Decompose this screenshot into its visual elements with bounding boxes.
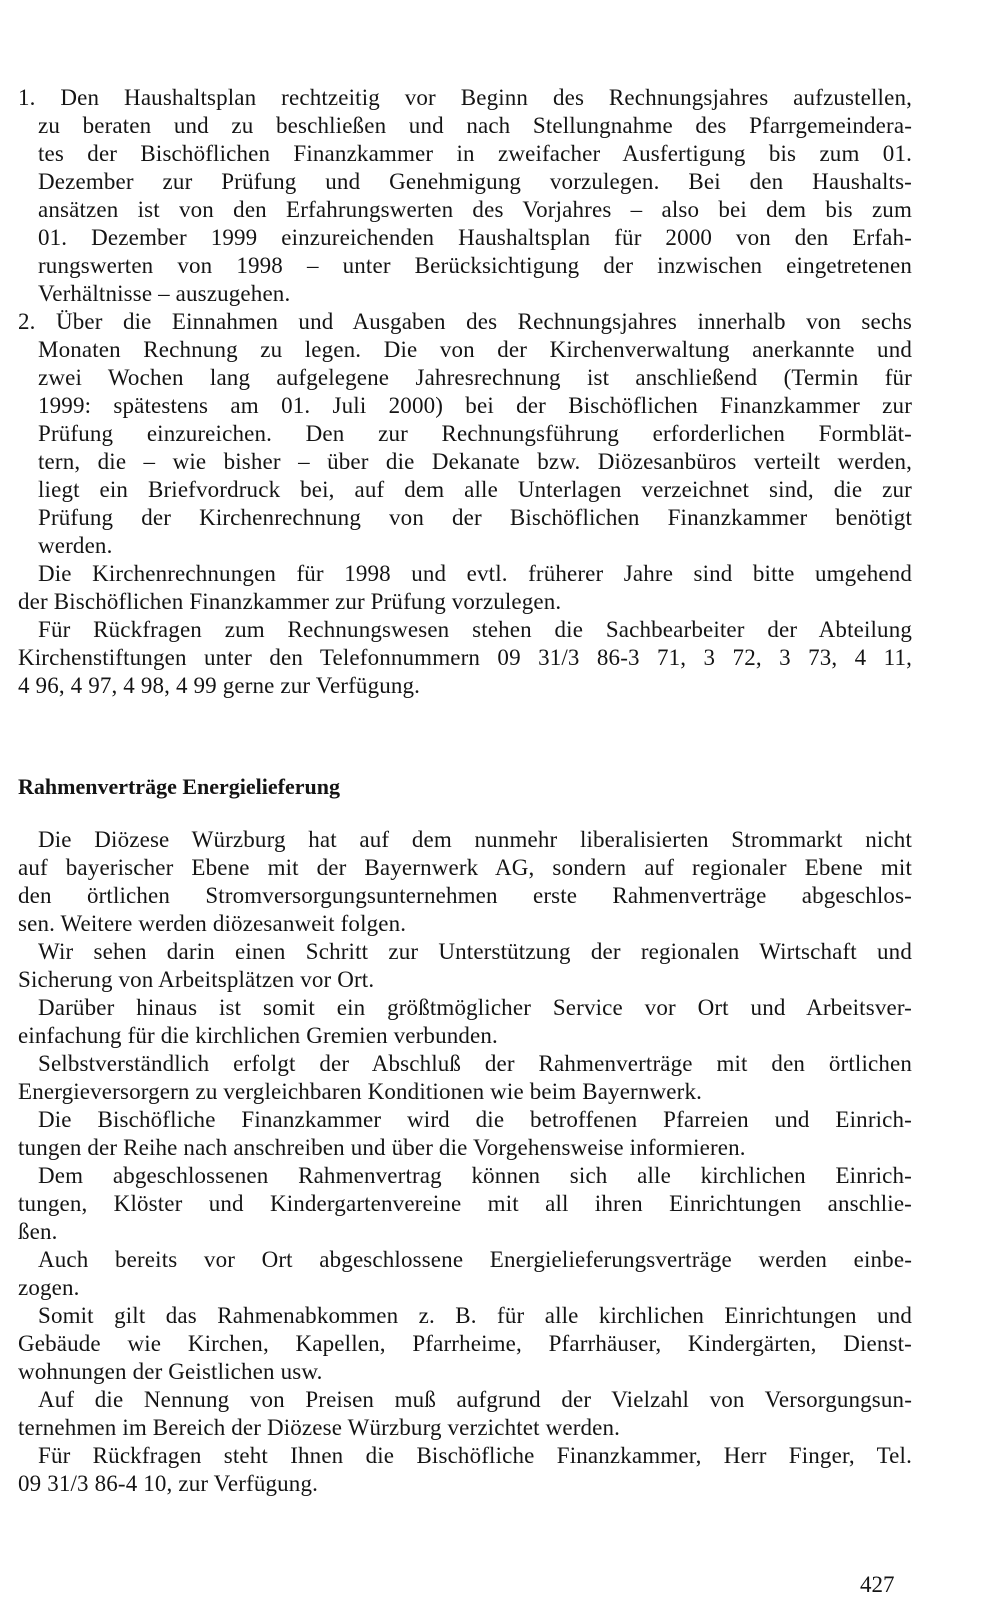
text-line: werden. <box>38 533 113 558</box>
text-line: Auf die Nennung von Preisen muß aufgrund der Vielzahl von Versorgungsun- <box>38 1387 912 1412</box>
text-line: auf bayerischer Ebene mit der Bayernwerk AG, sondern auf regionaler Ebene mit <box>18 855 912 880</box>
text-line: Dezember zur Prüfung und Genehmigung vorzulegen. Bei den Haushalts- <box>38 169 912 194</box>
text-line: Prüfung der Kirchenrechnung von der Bischöflichen Finanzkammer benötigt <box>38 505 912 530</box>
text-line: Verhältnisse – auszugehen. <box>38 281 291 306</box>
text-line: den örtlichen Stromversorgungsunternehmen erste Rahmenverträge abgeschlos- <box>18 883 912 908</box>
text-line: Kirchenstiftungen unter den Telefonnummern 09 31/3 86-3 71, 3 72, 3 73, 4 11, <box>18 645 912 670</box>
text-line: liegt ein Briefvordruck bei, auf dem alle Unterlagen verzeichnet sind, die zur <box>38 477 912 502</box>
text-line: einfachung für die kirchlichen Gremien verbunden. <box>18 1023 498 1048</box>
text-line: zwei Wochen lang aufgelegene Jahresrechnung ist anschließend (Termin für <box>38 365 912 390</box>
text-line: 1999: spätestens am 01. Juli 2000) bei der Bischöflichen Finanzkammer zur <box>38 393 912 418</box>
text-line: rungswerten von 1998 – unter Berücksichtigung der inzwischen eingetretenen <box>38 253 912 278</box>
text-line: zogen. <box>18 1275 80 1300</box>
text-line: Für Rückfragen steht Ihnen die Bischöfliche Finanzkammer, Herr Finger, Tel. <box>38 1443 912 1468</box>
text-line: ternehmen im Bereich der Diözese Würzburg verzichtet werden. <box>18 1415 621 1440</box>
text-line: 2. Über die Einnahmen und Ausgaben des Rechnungsjahres innerhalb von sechs <box>18 309 912 334</box>
text-line: 1. Den Haushaltsplan rechtzeitig vor Beginn des Rechnungsjahres aufzustellen, <box>18 85 912 110</box>
section-heading: Rahmenverträge Energielieferung <box>18 774 340 799</box>
text-line: Auch bereits vor Ort abgeschlossene Energielieferungsverträge werden einbe- <box>38 1247 912 1272</box>
text-line: tes der Bischöflichen Finanzkammer in zweifacher Ausfertigung bis zum 01. <box>38 141 912 166</box>
text-line: Die Bischöfliche Finanzkammer wird die betroffenen Pfarreien und Einrich- <box>38 1107 912 1132</box>
page-number: 427 <box>860 1572 895 1597</box>
text-line: 01. Dezember 1999 einzureichenden Haushaltsplan für 2000 von den Erfah- <box>38 225 912 250</box>
text-line: der Bischöflichen Finanzkammer zur Prüfung vorzulegen. <box>18 589 562 614</box>
text-line: Dem abgeschlossenen Rahmenvertrag können sich alle kirchlichen Einrich- <box>38 1163 912 1188</box>
text-line: Sicherung von Arbeitsplätzen vor Ort. <box>18 967 375 992</box>
text-line: Selbstverständlich erfolgt der Abschluß der Rahmenverträge mit den örtlichen <box>38 1051 912 1076</box>
text-line: Energieversorgern zu vergleichbaren Konditionen wie beim Bayernwerk. <box>18 1079 702 1104</box>
text-line: tern, die – wie bisher – über die Dekanate bzw. Diözesanbüros verteilt werden, <box>38 449 912 474</box>
text-line: sen. Weitere werden diözesanweit folgen. <box>18 911 407 936</box>
text-line: 09 31/3 86-4 10, zur Verfügung. <box>18 1471 318 1496</box>
text-line: wohnungen der Geistlichen usw. <box>18 1359 323 1384</box>
text-line: tungen der Reihe nach anschreiben und über die Vorgehensweise informieren. <box>18 1135 746 1160</box>
text-line: Wir sehen darin einen Schritt zur Unterstützung der regionalen Wirtschaft und <box>38 939 912 964</box>
text-line: ßen. <box>18 1219 58 1244</box>
text-line: zu beraten und zu beschließen und nach Stellungnahme des Pfarrgemeindera- <box>38 113 912 138</box>
text-line: Prüfung einzureichen. Den zur Rechnungsführung erforderlichen Formblät- <box>38 421 912 446</box>
text-line: Gebäude wie Kirchen, Kapellen, Pfarrheime, Pfarrhäuser, Kindergärten, Dienst- <box>18 1331 912 1356</box>
text-line: Die Diözese Würzburg hat auf dem nunmehr liberalisierten Strommarkt nicht <box>38 827 912 852</box>
text-line: 4 96, 4 97, 4 98, 4 99 gerne zur Verfügung. <box>18 673 421 698</box>
text-line: Darüber hinaus ist somit ein größtmöglicher Service vor Ort und Arbeitsver- <box>38 995 912 1020</box>
text-line: Monaten Rechnung zu legen. Die von der Kirchenverwaltung anerkannte und <box>38 337 912 362</box>
text-line: Für Rückfragen zum Rechnungswesen stehen die Sachbearbeiter der Abteilung <box>38 617 912 642</box>
text-line: Somit gilt das Rahmenabkommen z. B. für alle kirchlichen Einrichtungen und <box>38 1303 912 1328</box>
text-line: Die Kirchenrechnungen für 1998 und evtl. früherer Jahre sind bitte umgehend <box>38 561 912 586</box>
text-line: ansätzen ist von den Erfahrungswerten des Vorjahres – also bei dem bis zum <box>38 197 912 222</box>
text-line: tungen, Klöster und Kindergartenvereine mit all ihren Einrichtungen anschlie- <box>18 1191 912 1216</box>
